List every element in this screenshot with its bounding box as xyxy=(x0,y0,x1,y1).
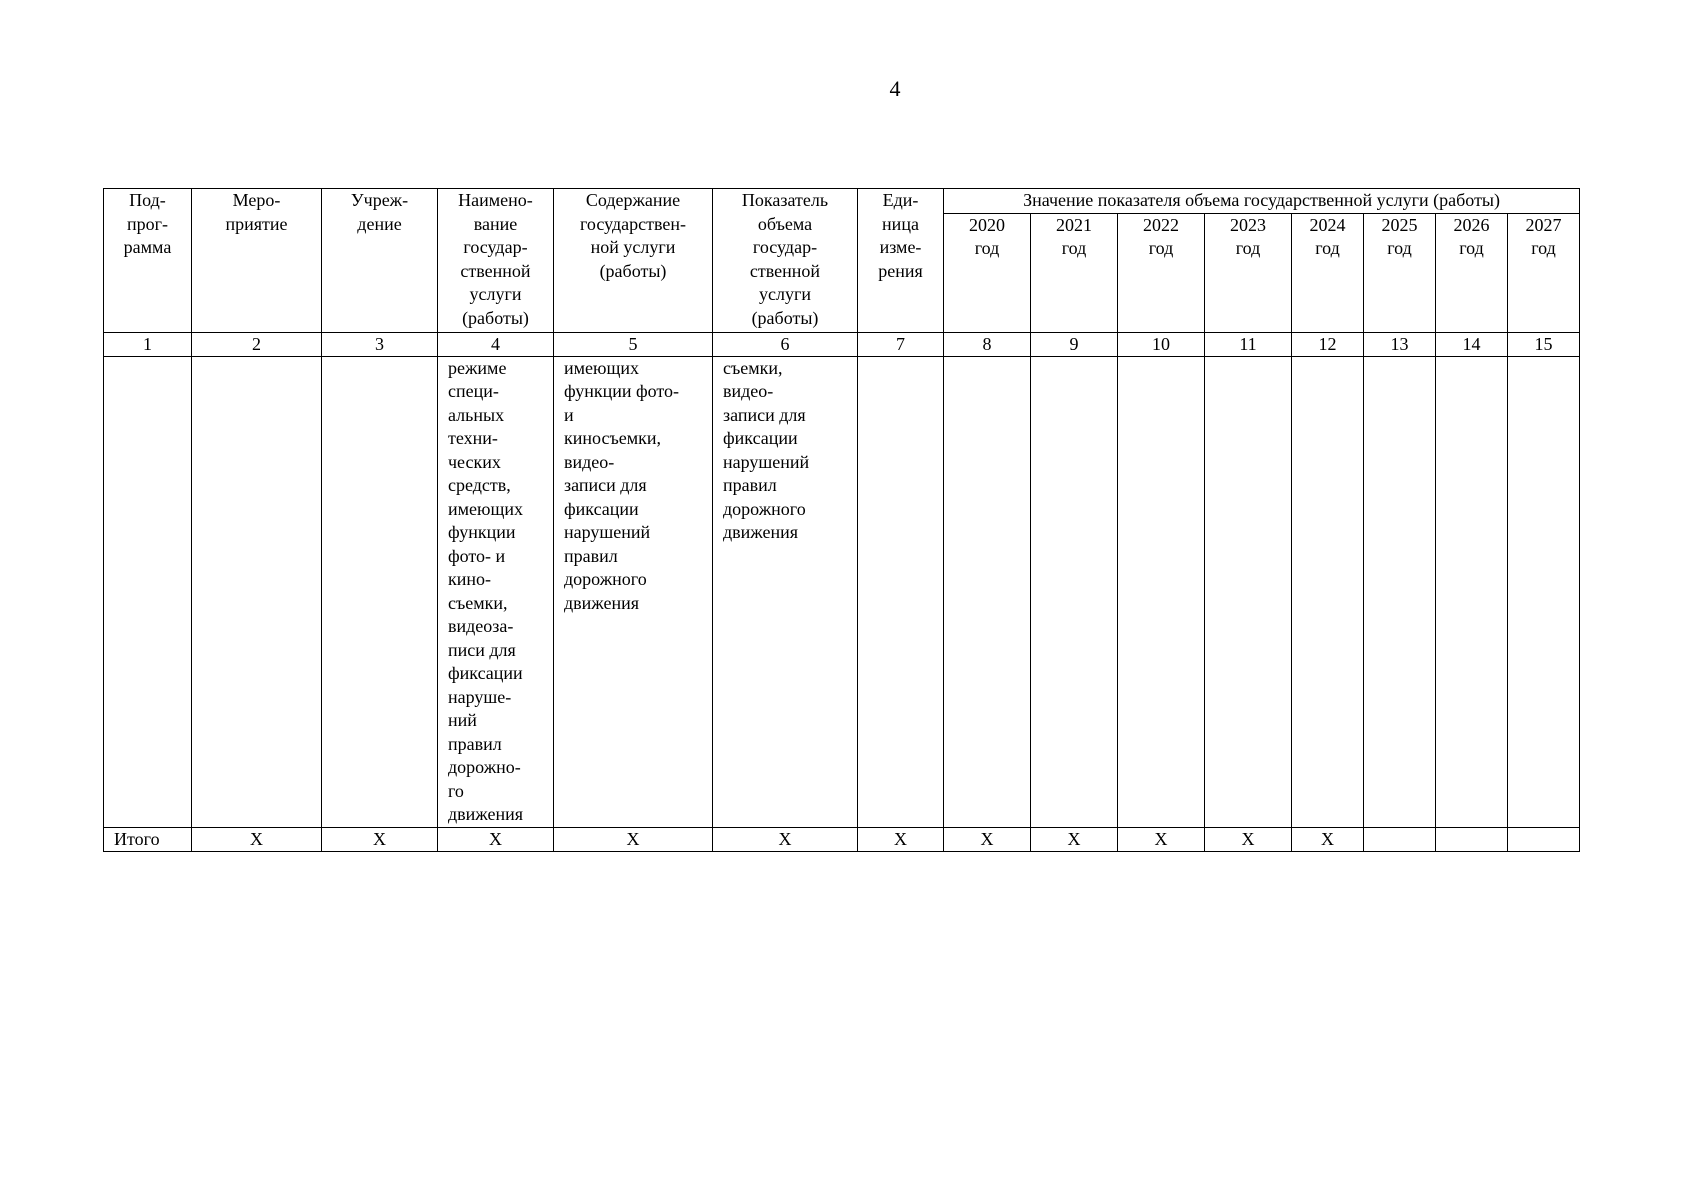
column-index-row xyxy=(104,332,1580,356)
header-year-2020: 2020 год xyxy=(944,213,1031,332)
header-subprogram: Под- прог- рамма xyxy=(104,189,192,333)
total-label: Итого xyxy=(104,827,192,851)
header-service-name: Наимено- вание государ- ственной услуги (работы) xyxy=(438,189,554,333)
cell-institution xyxy=(322,356,438,827)
header-year-2027: 2027 год xyxy=(1508,213,1580,332)
column-index: 10 xyxy=(1118,332,1205,356)
header-year-2025: 2025 год xyxy=(1364,213,1436,332)
column-index: 11 xyxy=(1205,332,1292,356)
header-indicator-values-group: Значение показателя объема государственной услуги (работы) xyxy=(944,189,1580,214)
column-index: 9 xyxy=(1031,332,1118,356)
service-volume-table xyxy=(103,188,1580,852)
cell-year-2025 xyxy=(1364,356,1436,827)
column-index: 13 xyxy=(1364,332,1436,356)
header-unit: Еди- ница изме- рения xyxy=(858,189,944,333)
column-index: 5 xyxy=(554,332,713,356)
header-year-2024: 2024 год xyxy=(1292,213,1364,332)
page-number: 4 xyxy=(889,76,901,101)
total-cell: X xyxy=(1292,827,1364,851)
header-activity: Меро- приятие xyxy=(192,189,322,333)
header-year-2023: 2023 год xyxy=(1205,213,1292,332)
cell-year-2024 xyxy=(1292,356,1364,827)
header-year-2026: 2026 год xyxy=(1436,213,1508,332)
total-cell: X xyxy=(858,827,944,851)
column-index: 14 xyxy=(1436,332,1508,356)
column-index: 3 xyxy=(322,332,438,356)
total-cell: X xyxy=(1118,827,1205,851)
cell-year-2020 xyxy=(944,356,1031,827)
total-cell: X xyxy=(322,827,438,851)
column-index: 15 xyxy=(1508,332,1580,356)
cell-year-2023 xyxy=(1205,356,1292,827)
total-cell: X xyxy=(438,827,554,851)
total-cell: X xyxy=(1205,827,1292,851)
total-row xyxy=(104,827,1580,851)
cell-year-2022 xyxy=(1118,356,1205,827)
cell-service-content: имеющих функции фото- и киносъемки, видео- записи для фиксации нарушений правил дорожного движения xyxy=(554,356,713,827)
total-cell: X xyxy=(1031,827,1118,851)
cell-year-2027 xyxy=(1508,356,1580,827)
cell-unit xyxy=(858,356,944,827)
header-service-content: Содержание государствен- ной услуги (работы) xyxy=(554,189,713,333)
header-year-2021: 2021 год xyxy=(1031,213,1118,332)
total-cell: X xyxy=(713,827,858,851)
cell-service-name: режиме специ- альных техни- ческих средств, имеющих функции фото- и кино- съемки, видеоза- писи для фиксации наруше- ний правил дорожно- го движения xyxy=(438,356,554,827)
total-cell: X xyxy=(554,827,713,851)
total-cell xyxy=(1508,827,1580,851)
header-year-2022: 2022 год xyxy=(1118,213,1205,332)
column-index: 8 xyxy=(944,332,1031,356)
cell-subprogram xyxy=(104,356,192,827)
column-index: 6 xyxy=(713,332,858,356)
total-cell xyxy=(1364,827,1436,851)
header-institution: Учреж- дение xyxy=(322,189,438,333)
column-index: 2 xyxy=(192,332,322,356)
table-row xyxy=(104,356,1580,827)
header-volume-indicator: Показатель объема государ- ственной услуги (работы) xyxy=(713,189,858,333)
column-index: 7 xyxy=(858,332,944,356)
cell-year-2021 xyxy=(1031,356,1118,827)
total-cell xyxy=(1436,827,1508,851)
column-index: 1 xyxy=(104,332,192,356)
cell-volume-indicator: съемки, видео- записи для фиксации нарушений правил дорожного движения xyxy=(713,356,858,827)
column-index: 12 xyxy=(1292,332,1364,356)
cell-activity xyxy=(192,356,322,827)
column-index: 4 xyxy=(438,332,554,356)
total-cell: X xyxy=(944,827,1031,851)
header-row xyxy=(104,189,1580,214)
cell-year-2026 xyxy=(1436,356,1508,827)
total-cell: X xyxy=(192,827,322,851)
